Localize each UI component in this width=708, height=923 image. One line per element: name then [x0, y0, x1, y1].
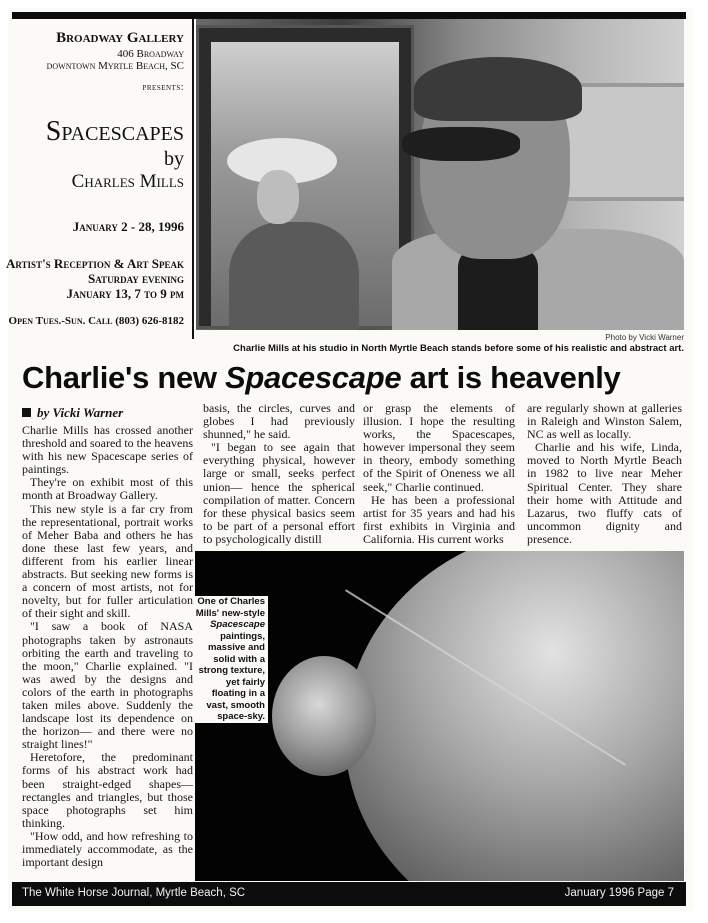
headline-end: art is heavenly: [401, 360, 621, 395]
reception-day: Saturday evening: [88, 271, 184, 286]
byline-text: by Vicki Warner: [37, 405, 124, 420]
photo-credit: Photo by Vicki Warner: [605, 333, 684, 342]
reception-title: Artist's Reception & Art Speak: [5, 256, 184, 271]
portrait-figure-face: [257, 170, 299, 224]
paragraph: "I saw a book of NASA photographs taken by astronauts orbiting the earth and traveling to the moon," Charlie explained. "I was awed by the designs and colors of the earth in photographs taken miles above. Suddenly the landscape lost its dependence on the horizon— and there were no straight lines!": [22, 619, 193, 752]
artist-figure-shirt: [458, 249, 538, 330]
large-planet: [345, 551, 684, 881]
top-rule: [12, 12, 686, 19]
byline: [22, 405, 123, 421]
paragraph: Charlie and his wife, Linda, moved to North Myrtle Beach in 1982 to live near Meher Spiritual Center. They share their home with Attitude and Lazarus, two fluffy cats of uncommon dignity and presence.: [527, 440, 682, 546]
reception-time: January 13, 7 to 9 pm: [66, 286, 184, 301]
hours-and-phone: Open Tues.-Sun. Call (803) 626-8182: [8, 315, 184, 327]
paragraph: "I began to see again that everything physical, however large or small, seeks perfect union— hence the spherical compilation of matter. Concern for these physical basics seem to be part of a personal effort to psychologically distill: [203, 440, 355, 546]
byline-square-icon: [22, 408, 31, 417]
paragraph: They're on exhibit most of this month at Broadway Gallery.: [22, 475, 193, 503]
paragraph: "How odd, and how refreshing to immediately accommodate, as the important design: [22, 828, 193, 870]
painting-caption: [195, 596, 268, 723]
caption-start: One of Charles Mills' new-style: [195, 596, 265, 619]
portrait-canvas: [211, 42, 399, 326]
article-column-2: [203, 402, 355, 546]
framed-portrait: [196, 25, 414, 329]
gallery-city: downtown Myrtle Beach, SC: [46, 60, 184, 72]
exhibit-dates: January 2 - 28, 1996: [72, 219, 184, 234]
sidebar-divider: [192, 19, 194, 339]
portrait-figure-body: [229, 222, 359, 330]
page-footer: [12, 882, 686, 906]
caption-end: paintings, massive and solid with a strong texture, yet fairly floating in a vast, smooth space-sky.: [198, 630, 265, 722]
paragraph: This new style is a far cry from the representational, portrait works of Meher Baba and others he has done these last few years, and different from his earlier linear abstracts. But seeking new forms is a concern of most artists, not for novelty, but for fuller articulation of their sight and skill.: [22, 501, 193, 621]
studio-photo: [196, 19, 684, 330]
gallery-address: 406 Broadway: [117, 48, 184, 60]
gallery-name: Broadway Gallery: [56, 30, 184, 46]
event-announcement: [5, 24, 184, 334]
article-column-4: [527, 402, 682, 546]
article-column-1: [22, 424, 193, 869]
headline-emphasis: Spacescape: [225, 360, 402, 395]
paragraph: basis, the circles, curves and globes I had previously shunned," he said.: [203, 401, 355, 442]
headline-start: Charlie's new: [22, 360, 226, 395]
spacescape-painting: [195, 551, 684, 881]
paragraph: Charlie Mills has crossed another threshold and soared to the heavens with his new Spacescape series of paintings.: [22, 423, 193, 477]
paragraph: He has been a professional artist for 35 years and had his first exhibits in Virginia and California. His current works: [363, 492, 515, 546]
article-column-3: [363, 402, 515, 546]
issue-and-page: January 1996 Page 7: [564, 887, 674, 899]
presents-label: presents:: [142, 82, 184, 93]
artist-sunglasses: [402, 127, 520, 161]
publication-name: The White Horse Journal, Myrtle Beach, SC: [22, 887, 246, 899]
paragraph: are regularly shown at galleries in Raleigh and Winston Salem, NC as well as locally.: [527, 401, 682, 442]
photo-caption: Charlie Mills at his studio in North Myrtle Beach stands before some of his realistic and abstract art.: [233, 343, 684, 354]
artist-figure-hair: [414, 57, 582, 121]
small-planet: [272, 656, 376, 776]
paragraph: or grasp the elements of illusion. I hope the resulting works, the Spacescapes, however impersonal they seem in theory, embody something of the Spirit of Oneness we all seek," Charlie continued.: [363, 401, 515, 494]
caption-emphasis: Spacescape: [210, 619, 265, 630]
article-headline: [22, 360, 620, 396]
artist-name: Charles Mills: [71, 171, 184, 192]
by-label: by: [164, 148, 184, 170]
paragraph: Heretofore, the predominant forms of his abstract work had been straight-edged shapes— rectangles and triangles, but those space photographs set him thinking.: [22, 750, 193, 830]
show-title: Spacescapes: [45, 116, 184, 147]
